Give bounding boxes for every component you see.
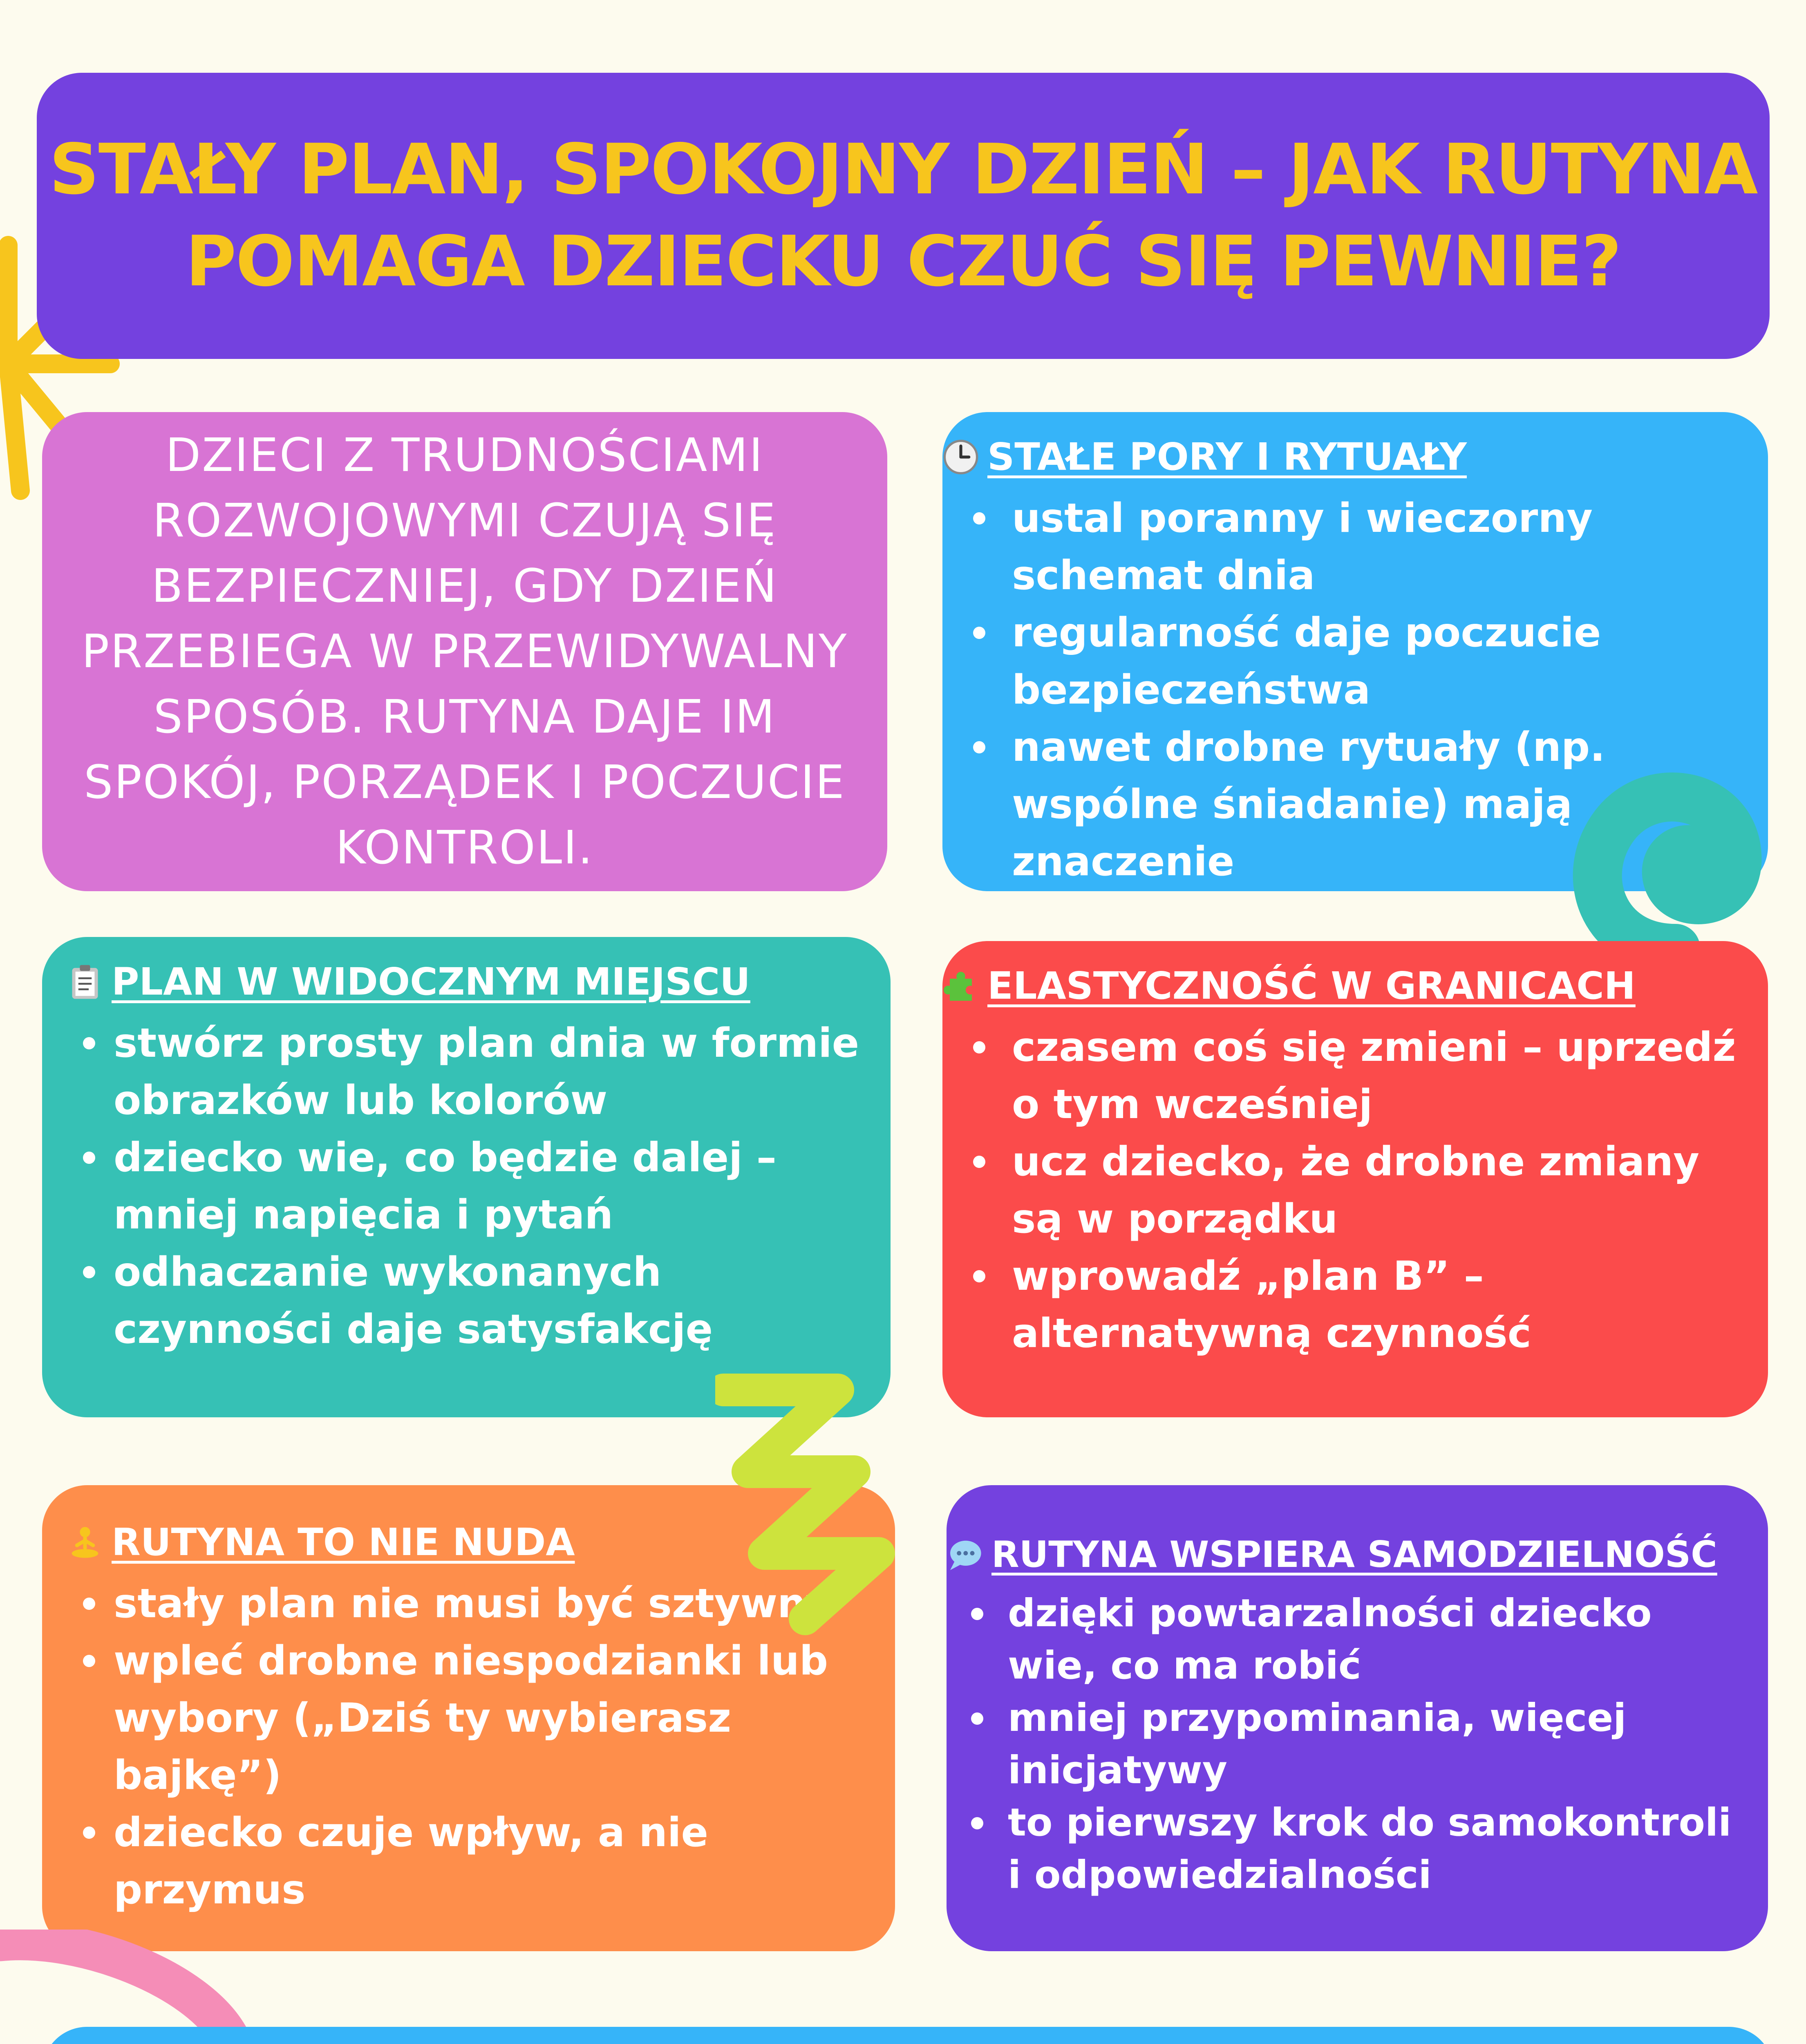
card-not-boring-heading: RUTYNA TO NIE NUDA	[112, 1520, 575, 1564]
list-item: to pierwszy krok do samokontroli i odpowiedzialności	[947, 1797, 1752, 1901]
list-item: czasem coś się zmieni – uprzedź o tym wcześniej	[942, 1019, 1752, 1133]
list-item: mniej przypominania, więcej inicjatywy	[947, 1692, 1752, 1797]
list-item: ucz dziecko, że drobne zmiany są w porządku	[942, 1133, 1752, 1248]
card-independence-heading: RUTYNA WSPIERA SAMODZIELNOŚĆ	[991, 1533, 1717, 1576]
card-independence	[947, 1485, 1768, 1951]
intro-box	[42, 412, 887, 891]
list-item: odhaczanie wykonanych czynności daje satysfakcję	[67, 1244, 866, 1358]
zigzag-decoration	[715, 1365, 911, 1635]
list-item: wprowadź „plan B” – alternatywną czynność	[942, 1248, 1752, 1362]
clipboard-icon	[67, 964, 103, 1000]
list-item: dzięki powtarzalności dziecko wie, co ma robić	[947, 1587, 1752, 1692]
page-title: STAŁY PLAN, SPOKOJNY DZIEŃ – JAK RUTYNA POMAGA DZIECKU CZUĆ SIĘ PEWNIE?	[49, 129, 1757, 302]
clock-icon	[942, 439, 979, 475]
title-banner	[37, 73, 1770, 359]
card-visible-plan-list	[67, 1015, 866, 1358]
summary-box	[42, 2027, 1774, 2044]
card-flexibility-heading: ELASTYCZNOŚĆ W GRANICACH	[987, 964, 1636, 1008]
list-item: regularność daje poczucie bezpieczeństwa	[942, 604, 1752, 719]
card-routines-heading: STAŁE PORY I RYTUAŁY	[987, 435, 1467, 479]
card-visible-plan	[42, 937, 891, 1417]
speech-bubble-icon	[947, 1536, 983, 1573]
list-item: stwórz prosty plan dnia w formie obrazków lub kolorów	[67, 1015, 866, 1129]
puzzle-icon	[942, 968, 979, 1004]
list-item: wpleć drobne niespodzianki lub wybory („Dziś ty wybierasz bajkę”)	[67, 1632, 871, 1804]
list-item: stały plan nie musi być sztywny	[67, 1575, 871, 1632]
list-item: dziecko wie, co będzie dalej – mniej napięcia i pytań	[67, 1129, 866, 1244]
meditation-icon	[67, 1524, 103, 1561]
intro-text: DZIECI Z TRUDNOŚCIAMI ROZWOJOWYMI CZUJĄ SIĘ BEZPIECZNIEJ, GDY DZIEŃ PRZEBIEGA W PRZEWIDYWALNY SPOSÓB. RUTYNA DAJE IM SPOKÓJ, PORZĄDEK I POCZUCIE KONTROLI.	[81, 429, 848, 874]
card-flexibility	[942, 941, 1768, 1417]
list-item: ustal poranny i wieczorny schemat dnia	[942, 490, 1752, 604]
card-independence-list	[947, 1587, 1752, 1901]
card-visible-plan-heading: PLAN W WIDOCZNYM MIEJSCU	[112, 960, 750, 1004]
list-item: dziecko czuje wpływ, a nie przymus	[67, 1804, 871, 1918]
list-item: nawet drobne rytuały (np. wspólne śniadanie) mają znaczenie	[942, 719, 1752, 890]
card-flexibility-list	[942, 1019, 1752, 1362]
